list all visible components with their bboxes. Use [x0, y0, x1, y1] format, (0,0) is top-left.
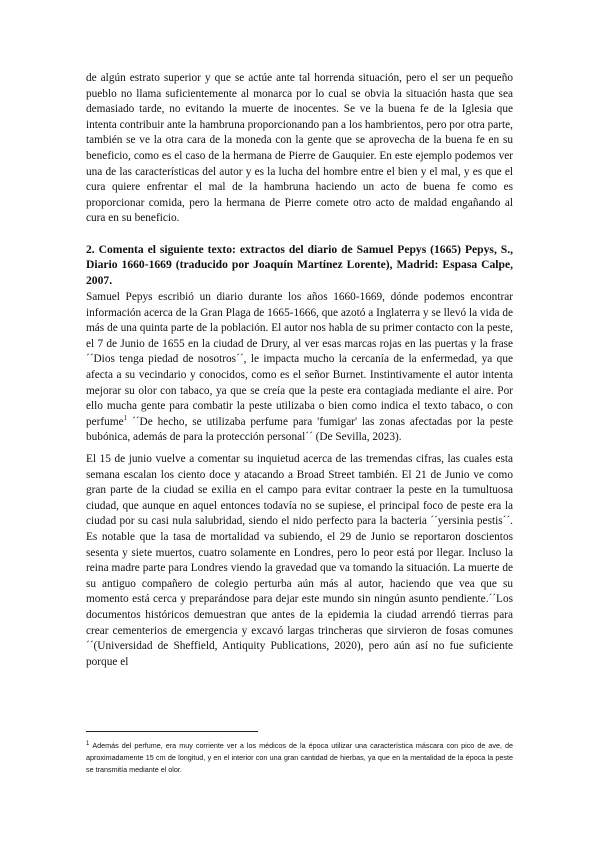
- footnote-reference[interactable]: 1: [123, 413, 128, 422]
- paragraph-june-events: El 15 de junio vuelve a comentar su inquietud acerca de las tremendas cifras, las cuales esta semana escalan los ciento doce y atacando a Broad Street también. El 21 de Junio ve como gran parte de la ciudad se exilia en el campo para evitar contraer la peste en la tumultuosa ciudad, que aunque en aquel entonces todavía no se supiese, el principal foco de peste era la ciudad por su casi nula salubridad, siendo el nido perfecto para la bacteria ´´yersinia pestis´´. Es notable que la tasa de mortalidad va subiendo, el 29 de Junio se reportaron doscientos sesenta y siete muertos, cuatro solamente en Londres, pero lo peor está por llegar. Incluso la reina madre parte para Londres viendo la gravedad que va tomando la situación. La muerte de su antiguo compañero de colegio perturba aún más al autor, haciendo que vea que su momento está cerca y preparándose para dejar este mundo sin ningún asunto pendiente.´´Los documentos históricos demuestran que antes de la epidemia la ciudad arrendó tierras para crear cementerios de emergencia y excavó largas trincheras que sirvieron de fosas comunes´´(Universidad de Sheffield, Antiquity Publications, 2020), pero aún así no fue suficiente porque el: [86, 453, 513, 668]
- paragraph-text-before-note: Samuel Pepys escribió un diario durante los años 1660-1669, dónde podemos encontrar información acerca de la Gran Plaga de 1665-1666, que azotó a Inglaterra y se llevó la vida de más de una quinta parte de la población. El autor nos habla de su primer contacto con la peste, el 7 de Junio de 1655 en la ciudad de Drury, al ver esas marcas rojas en las puertas y la frase ´´Dios tenga piedad de nosotros´´, le impacta mucho la cercanía de la enfermedad, ya que afecta a su vecindario y conocidos, como es el señor Burnet. Instintivamente el autor intenta mejorar su olor con tabaco, ya que se creía que la peste era contagiada mediante el aire. Por ello mucha gente para combatir la peste utilizaba o bien como indica el texto tabaco, o con perfume: [86, 291, 513, 428]
- paragraph-text-after-note: ´´De hecho, se utilizaba perfume para 'fumigar' las zonas afectadas por la peste bubónica, además de para la protección personal´´ (De Sevilla, 2023).: [86, 415, 513, 444]
- paragraph-continuation: de algún estrato superior y que se actúe ante tal horrenda situación, pero el ser un pequeño pueblo no llama suficientemente al monarca por lo cual se obvia la situación hasta que sea demasiado tarde, no evitando la muerte de inocentes. Se ve la buena fe de la Iglesia que intenta contribuir ante la hambruna proporcionando pan a los hambrientos, pero por otra parte, también se ve la otra cara de la moneda con la gente que se aprovecha de la buena fe en su beneficio, como es el caso de la hermana de Pierre de Gauquier. En este ejemplo podemos ver una de las características del autor y es la lucha del hombre entre el bien y el mal, y es que el cura quiere enfrentar el mal de la hambruna haciendo un acto de buena fe como es proporcionar comida, pero la hermana de Pierre comete otro acto de maldad engañando al cura en su beneficio.: [86, 72, 513, 225]
- footnote-divider: [86, 731, 258, 732]
- footnote-text: Además del perfume, era muy corriente ver a los médicos de la época utilizar una característica máscara con pico de ave, de aproximadamente 15 cm de longitud, y en el interior con una gran cantidad de hierbas, ya que en la mentalidad de la época la peste se transmitía mediante el olor.: [86, 741, 513, 774]
- footnote-number: 1: [86, 740, 90, 747]
- paragraph-pepys-intro: [86, 290, 513, 446]
- footnote: [86, 740, 513, 776]
- section-heading: 2. Comenta el siguiente texto: extractos del diario de Samuel Pepys (1665) Pepys, S., Diario 1660-1669 (traducido por Joaquín Martínez Lorente), Madrid: Espasa Calpe, 2007.: [86, 243, 513, 287]
